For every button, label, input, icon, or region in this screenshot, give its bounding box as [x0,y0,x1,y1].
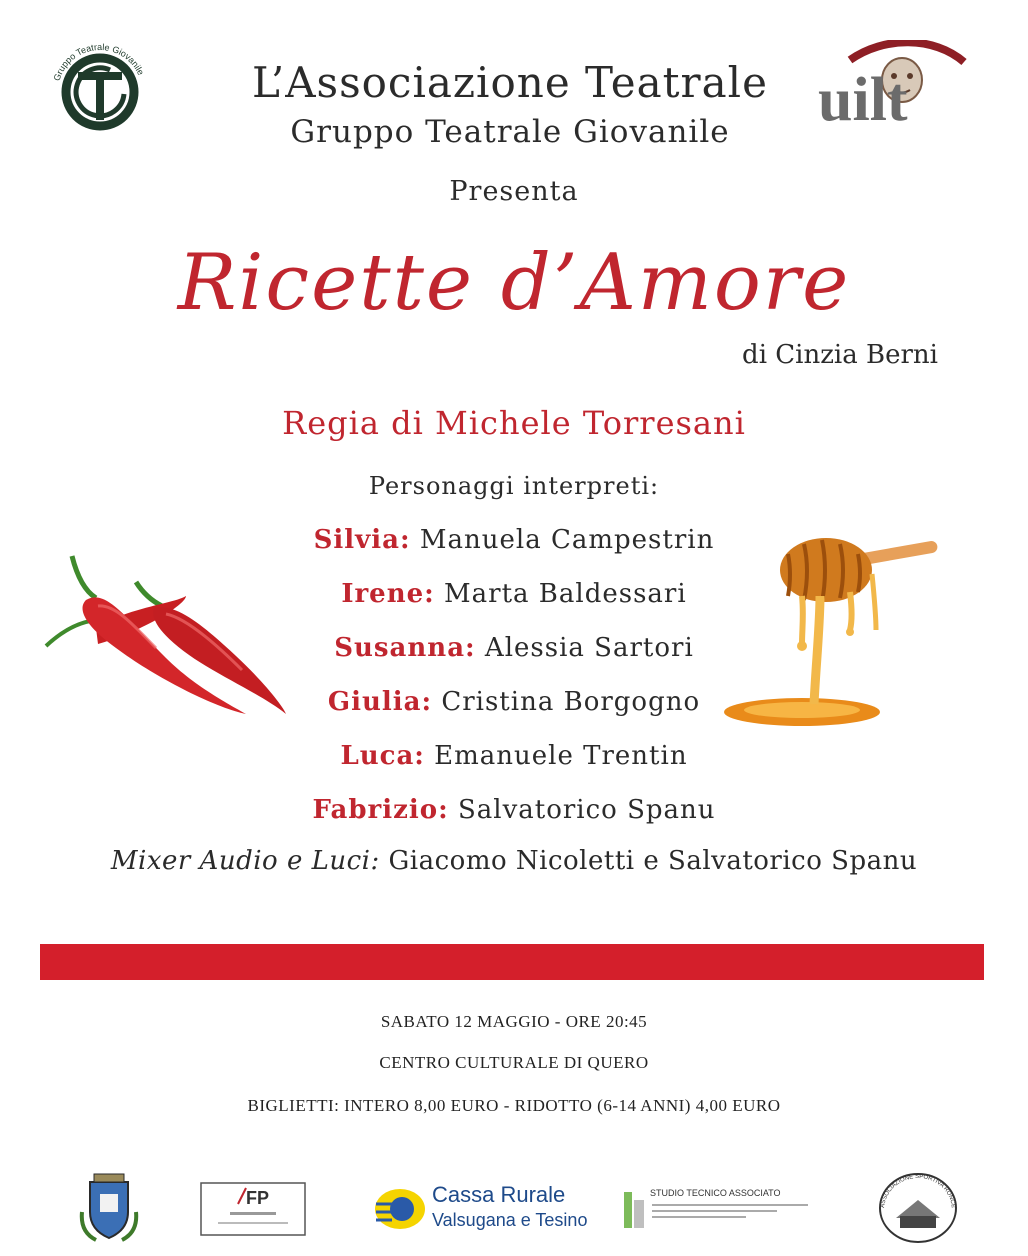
role-name: Silvia: [313,525,411,555]
cast-row [0,792,1028,846]
svg-text:uilt: uilt [818,66,908,126]
cassa-rurale-logo [374,1180,610,1240]
role-name: Fabrizio: [312,795,449,825]
event-venue: CENTRO CULTURALE DI QUERO [379,1053,649,1072]
actor-name: Manuela Campestrin [419,525,715,555]
event-tickets: BIGLIETTI: INTERO 8,00 EURO - RIDOTTO (6-14 ANNI) 4,00 EURO [247,1096,781,1115]
fp-sponsor-logo [200,1182,306,1236]
cast-row [0,738,1028,792]
studio-tecnico-logo [622,1188,818,1232]
mixer-names: Giacomo Nicoletti e Salvatorico Spanu [388,846,918,876]
cast-row [0,522,1028,576]
cast-row [0,630,1028,684]
role-name: Susanna: [334,633,476,663]
mixer-label: Mixer Audio e Luci: [110,846,380,876]
studio-tecnico-name: STUDIO TECNICO ASSOCIATO [650,1188,781,1198]
cast-heading: Personaggi interpreti: [368,472,660,500]
role-name: Irene: [341,579,435,609]
association-title: L’Associazione Teatrale [252,58,768,107]
cast-list [0,522,1028,846]
show-title: Ricette d’Amore [177,238,851,328]
svg-text:Gruppo Teatrale Giovanile: Gruppo Teatrale Giovanile [51,41,147,83]
cast-row [0,576,1028,630]
studio-tecnico-details [652,1204,808,1224]
mixer-credit [0,846,1028,876]
svg-text:Roncegno: Roncegno [81,115,119,129]
group-name: Gruppo Teatrale Giovanile [290,114,730,150]
actor-name: Salvatorico Spanu [457,795,716,825]
actor-name: Cristina Borgogno [441,687,701,717]
actor-name: Alessia Sartori [484,633,694,663]
actor-name: Emanuele Trentin [434,741,688,771]
show-author: di Cinzia Berni [742,340,938,370]
actor-name: Marta Baldessari [444,579,687,609]
municipal-crest-logo [76,1172,142,1244]
cassa-rurale-area: Valsugana e Tesino [432,1210,588,1230]
event-date: SABATO 12 MAGGIO - ORE 20:45 [380,1012,648,1031]
presenta-label: Presenta [449,176,579,207]
director-line: Regia di Michele Torresani [282,404,746,442]
svg-text:ASSOCIAZIONE SPORTIVA RONCEGNO: ASSOCIAZIONE SPORTIVA RONCE [880,1173,956,1209]
cassa-rurale-name: Cassa Rurale [432,1182,566,1207]
svg-text:FP: FP [246,1188,270,1208]
cast-row [0,684,1028,738]
red-divider-bar [40,944,984,980]
role-name: Giulia: [327,687,433,717]
role-name: Luca: [340,741,425,771]
sports-association-logo [876,1170,960,1244]
